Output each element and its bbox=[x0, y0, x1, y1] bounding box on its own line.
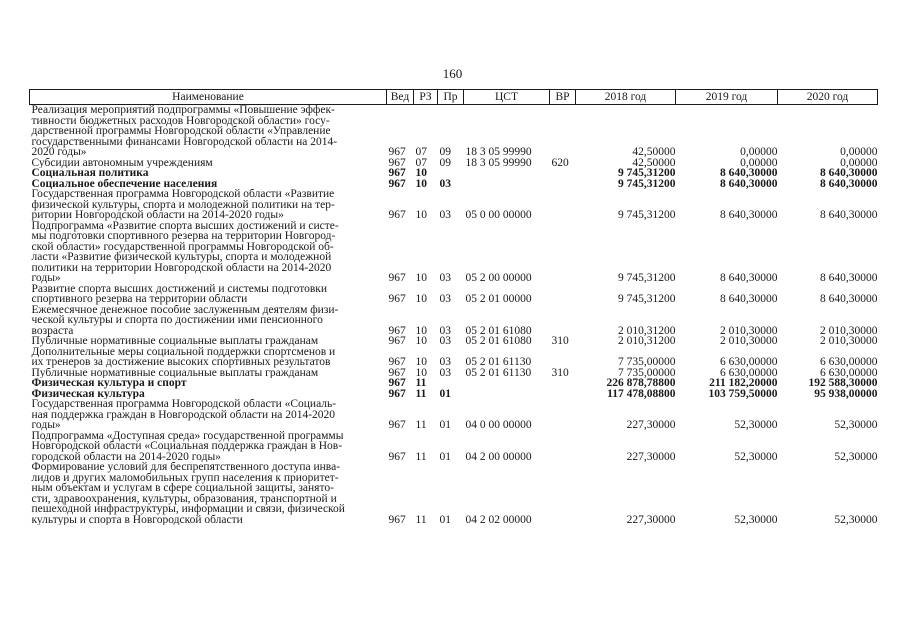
row-name bbox=[30, 179, 387, 190]
row-name bbox=[30, 168, 387, 179]
rz-cell: 10 bbox=[415, 356, 427, 368]
value-2019: 2 010,30000 bbox=[720, 324, 778, 336]
vr-cell: 310 bbox=[551, 336, 569, 347]
value-2020: 0,00000 bbox=[840, 157, 878, 168]
table-row bbox=[30, 368, 878, 379]
row-name-line: сти, здравоохранения, культуры, образования, транспортной и bbox=[31, 492, 337, 505]
value-2018: 42,50000 bbox=[632, 157, 676, 168]
header-rz: РЗ bbox=[414, 90, 438, 105]
row-name-line: ная поддержка граждан в Новгородской области на 2014-2020 bbox=[31, 408, 336, 421]
pr-cell: 01 bbox=[439, 450, 451, 462]
pr-cell: 01 bbox=[439, 419, 451, 431]
table-body bbox=[30, 105, 878, 526]
cst-cell: 05 0 00 00000 bbox=[465, 209, 532, 221]
pr-cell bbox=[438, 168, 464, 179]
rz-cell: 10 bbox=[415, 272, 427, 284]
row-name-line: Физическая культура bbox=[31, 388, 145, 399]
value-2020: 8 640,30000 bbox=[820, 293, 878, 305]
ved-cell: 967 bbox=[388, 419, 406, 431]
rz-cell: 10 bbox=[415, 293, 427, 305]
row-name bbox=[30, 105, 387, 158]
row-name-line: Новгородской области «Социальная поддержка граждан в Нов- bbox=[31, 440, 343, 452]
row-name-line: культуры и спорта в Новгородской области bbox=[31, 513, 243, 525]
ved-cell: 967 bbox=[388, 293, 406, 305]
ved-cell: 967 bbox=[388, 450, 406, 462]
value-2020: 95 938,00000 bbox=[814, 388, 878, 399]
row-name-line: лидов и других маломобильных групп населения к приоритет- bbox=[31, 471, 339, 484]
vr-cell bbox=[550, 189, 576, 221]
pr-cell: 09 bbox=[439, 146, 451, 158]
rz-cell: 10 bbox=[415, 336, 427, 347]
cst-cell: 05 2 01 61080 bbox=[465, 324, 532, 336]
row-name-line: Субсидии автономным учреждениям bbox=[31, 157, 213, 168]
value-2018: 7 735,00000 bbox=[618, 367, 676, 378]
ved-cell: 967 bbox=[388, 146, 406, 158]
ved-cell: 967 bbox=[388, 168, 406, 179]
value-2018: 227,30000 bbox=[626, 450, 676, 462]
ved-cell: 967 bbox=[388, 324, 406, 336]
row-name-line: ческой культуры и спорта по достижении ими пенсионного bbox=[31, 314, 323, 326]
rz-cell: 11 bbox=[415, 419, 427, 431]
budget-table bbox=[29, 89, 878, 525]
ved-cell: 967 bbox=[388, 356, 406, 368]
value-2018: 9 745,31200 bbox=[618, 209, 676, 221]
table-row bbox=[30, 431, 878, 463]
rz-cell: 10 bbox=[415, 209, 427, 221]
ved-cell: 967 bbox=[388, 513, 406, 525]
vr-cell bbox=[550, 105, 576, 158]
header-2019: 2019 год bbox=[676, 90, 778, 105]
value-2018: 9 745,31200 bbox=[618, 168, 676, 179]
ved-cell: 967 bbox=[388, 178, 406, 189]
rz-cell: 11 bbox=[415, 450, 427, 462]
vr-cell bbox=[550, 168, 576, 179]
value-2019: 8 640,30000 bbox=[720, 168, 778, 179]
value-2018: 227,30000 bbox=[626, 419, 676, 431]
value-2020: 6 630,00000 bbox=[820, 356, 878, 368]
row-name bbox=[30, 389, 387, 400]
ved-cell: 967 bbox=[388, 378, 406, 389]
pr-cell: 03 bbox=[439, 336, 451, 347]
row-name-line: Социальное обеспечение населения bbox=[31, 178, 218, 189]
row-name-line: дарственной программы Новгородской области «Управление bbox=[31, 125, 331, 137]
row-name bbox=[30, 336, 387, 347]
pr-cell: 09 bbox=[439, 157, 451, 168]
value-2018: 117 478,08800 bbox=[607, 388, 676, 399]
pr-cell: 03 bbox=[439, 356, 451, 368]
vr-cell bbox=[550, 431, 576, 463]
table-row bbox=[30, 158, 878, 169]
cst-cell bbox=[464, 389, 550, 400]
cst-cell: 04 0 00 00000 bbox=[465, 419, 532, 431]
cst-cell: 05 2 00 00000 bbox=[465, 272, 532, 284]
row-name-line: Дополнительные меры социальной поддержки спортсменов и bbox=[31, 346, 336, 358]
pr-cell: 03 bbox=[439, 272, 451, 284]
header-vr: ВР bbox=[550, 90, 576, 105]
row-name-line: Развитие спорта высших достижений и системы подготовки bbox=[31, 283, 327, 295]
row-name bbox=[30, 347, 387, 368]
ved-cell: 967 bbox=[388, 209, 406, 221]
table-header-row bbox=[30, 90, 878, 105]
row-name-line: ласти «Развитие физической культуры, спорта и молодежной bbox=[31, 251, 332, 263]
row-name-line: Государственная программа Новгородской области «Социаль- bbox=[31, 399, 337, 410]
row-name-line: Публичные нормативные социальные выплаты гражданам bbox=[31, 367, 319, 378]
row-name-line: годы» bbox=[31, 272, 61, 284]
value-2020: 52,30000 bbox=[834, 513, 878, 525]
row-name-line: их тренеров за достижение высоких спортивных результатов bbox=[31, 356, 331, 368]
row-name-line: спортивного резерва на территории области bbox=[31, 293, 248, 305]
cst-cell: 18 3 05 99990 bbox=[465, 157, 532, 168]
value-2020: 2 010,30000 bbox=[820, 336, 878, 347]
pr-cell: 03 bbox=[439, 293, 451, 305]
header-name: Наименование bbox=[30, 90, 387, 105]
row-name-line: городской области на 2014-2020 годы» bbox=[31, 450, 221, 462]
value-2018: 2 010,31200 bbox=[618, 324, 676, 336]
value-2018: 9 745,31200 bbox=[618, 272, 676, 284]
table-row bbox=[30, 462, 878, 525]
header-2020: 2020 год bbox=[778, 90, 878, 105]
header-ved: Вед bbox=[387, 90, 414, 105]
row-name bbox=[30, 431, 387, 463]
vr-cell bbox=[550, 378, 576, 389]
row-name-line: тивности бюджетных расходов Новгородской области» госу- bbox=[31, 114, 330, 127]
value-2020: 8 640,30000 bbox=[820, 272, 878, 284]
row-name-line: мы подготовки спортивного резерва на территории Новгород- bbox=[31, 230, 336, 242]
rz-cell: 07 bbox=[415, 146, 427, 158]
pr-cell: 03 bbox=[439, 367, 451, 378]
value-2019: 211 182,20000 bbox=[709, 378, 778, 389]
ved-cell: 967 bbox=[388, 272, 406, 284]
ved-cell: 967 bbox=[388, 388, 406, 399]
value-2019: 8 640,30000 bbox=[720, 209, 778, 221]
value-2019: 8 640,30000 bbox=[720, 272, 778, 284]
value-2018: 42,50000 bbox=[632, 146, 676, 158]
rz-cell: 10 bbox=[415, 367, 427, 378]
row-name-line: возраста bbox=[31, 324, 74, 336]
table-row bbox=[30, 221, 878, 284]
row-name-line: ритории Новгородской области на 2014-2020 годы» bbox=[31, 209, 284, 221]
vr-cell bbox=[550, 179, 576, 190]
value-2018: 226 878,78800 bbox=[606, 378, 676, 389]
vr-cell bbox=[550, 305, 576, 337]
cst-cell: 04 2 02 00000 bbox=[465, 513, 532, 525]
table-row bbox=[30, 336, 878, 347]
vr-cell: 620 bbox=[551, 157, 569, 168]
page-number: 160 bbox=[442, 66, 463, 81]
value-2020: 192 588,30000 bbox=[808, 378, 878, 389]
pr-cell: 01 bbox=[439, 388, 451, 399]
header-cst: ЦСТ bbox=[464, 90, 550, 105]
vr-cell bbox=[550, 389, 576, 400]
row-name bbox=[30, 221, 387, 284]
row-name-line: Подпрограмма «Развитие спорта высших достижений и систе- bbox=[31, 220, 339, 232]
value-2019: 8 640,30000 bbox=[720, 293, 778, 305]
value-2020: 8 640,30000 bbox=[820, 168, 878, 179]
value-2019: 0,00000 bbox=[740, 146, 778, 158]
cst-cell: 05 2 01 61130 bbox=[465, 356, 532, 368]
pr-cell: 03 bbox=[439, 209, 451, 221]
vr-cell bbox=[550, 284, 576, 305]
table-row bbox=[30, 179, 878, 190]
rz-cell: 10 bbox=[415, 178, 427, 189]
cst-cell: 05 2 01 61080 bbox=[465, 336, 532, 347]
header-pr: Пр bbox=[438, 90, 464, 105]
row-name-line: Реализация мероприятий подпрограммы «Повышение эффек- bbox=[31, 104, 335, 116]
rz-cell: 07 bbox=[415, 157, 427, 168]
cst-cell: 18 3 05 99990 bbox=[465, 146, 532, 158]
value-2019: 52,30000 bbox=[734, 513, 778, 525]
table-row bbox=[30, 399, 878, 431]
cst-cell: 05 2 01 00000 bbox=[465, 293, 532, 305]
row-name-line: 2020 годы» bbox=[31, 146, 87, 158]
row-name bbox=[30, 305, 387, 337]
pr-cell bbox=[438, 378, 464, 389]
cst-cell: 05 2 01 61130 bbox=[465, 367, 532, 378]
value-2020: 6 630,00000 bbox=[820, 367, 878, 378]
row-name bbox=[30, 378, 387, 389]
row-name bbox=[30, 368, 387, 379]
value-2019: 2 010,30000 bbox=[720, 336, 778, 347]
row-name bbox=[30, 158, 387, 169]
value-2018: 7 735,00000 bbox=[618, 356, 676, 368]
pr-cell: 01 bbox=[439, 513, 451, 525]
value-2019: 52,30000 bbox=[734, 450, 778, 462]
vr-cell bbox=[550, 221, 576, 284]
row-name-line: годы» bbox=[31, 419, 61, 431]
row-name-line: Физическая культура и спорт bbox=[31, 378, 187, 389]
row-name-line: Формирование условий для беспрепятственного доступа инва- bbox=[31, 462, 341, 473]
value-2018: 9 745,31200 bbox=[618, 178, 676, 189]
row-name-line: политики на территории Новгородской области на 2014-2020 bbox=[31, 261, 332, 274]
vr-cell bbox=[550, 347, 576, 368]
table-row bbox=[30, 189, 878, 221]
ved-cell: 967 bbox=[388, 367, 406, 378]
row-name bbox=[30, 284, 387, 305]
row-name-line: Ежемесячное денежное пособие заслуженным деятелям физи- bbox=[31, 304, 339, 316]
cst-cell bbox=[464, 179, 550, 190]
value-2018: 227,30000 bbox=[626, 513, 676, 525]
header-2018: 2018 год bbox=[576, 90, 676, 105]
rz-cell: 10 bbox=[415, 324, 427, 336]
ved-cell: 967 bbox=[388, 157, 406, 168]
row-name-line: государственными финансами Новгородской области на 2014- bbox=[31, 135, 338, 148]
value-2018: 2 010,31200 bbox=[618, 336, 676, 347]
pr-cell: 03 bbox=[439, 178, 451, 189]
value-2019: 6 630,00000 bbox=[720, 367, 778, 378]
row-name-line: ской области» государственной программы Новгородской об- bbox=[31, 240, 334, 253]
cst-cell bbox=[464, 378, 550, 389]
row-name-line: Социальная политика bbox=[31, 168, 149, 179]
rz-cell: 11 bbox=[415, 513, 427, 525]
table-row bbox=[30, 168, 878, 179]
row-name-line: пешеходной инфраструктуры, информации и связи, физической bbox=[31, 503, 345, 515]
ved-cell: 967 bbox=[388, 336, 406, 347]
value-2019: 103 759,50000 bbox=[708, 388, 778, 399]
row-name-line: ным объектам и услугам в сфере социальной защиты, занято- bbox=[31, 482, 334, 494]
table-row bbox=[30, 389, 878, 400]
row-name-line: Государственная программа Новгородской области «Развитие bbox=[31, 189, 335, 200]
value-2020: 0,00000 bbox=[840, 146, 878, 158]
row-name-line: Публичные нормативные социальные выплаты гражданам bbox=[31, 336, 319, 347]
value-2019: 6 630,00000 bbox=[720, 356, 778, 368]
table-row bbox=[30, 378, 878, 389]
value-2019: 8 640,30000 bbox=[720, 178, 778, 189]
row-name-line: Подпрограмма «Доступная среда» государственной программы bbox=[31, 430, 344, 442]
value-2020: 52,30000 bbox=[834, 450, 878, 462]
value-2019: 52,30000 bbox=[734, 419, 778, 431]
cst-cell bbox=[464, 168, 550, 179]
vr-cell bbox=[550, 399, 576, 431]
value-2018: 9 745,31200 bbox=[618, 293, 676, 305]
row-name bbox=[30, 462, 387, 525]
table-row bbox=[30, 284, 878, 305]
pr-cell: 03 bbox=[439, 324, 451, 336]
rz-cell: 11 bbox=[415, 378, 427, 389]
vr-cell: 310 bbox=[551, 367, 569, 378]
row-name bbox=[30, 189, 387, 221]
cst-cell: 04 2 00 00000 bbox=[465, 450, 532, 462]
value-2020: 8 640,30000 bbox=[820, 209, 878, 221]
table-row bbox=[30, 305, 878, 337]
value-2020: 8 640,30000 bbox=[820, 178, 878, 189]
rz-cell: 11 bbox=[415, 388, 427, 399]
table-row bbox=[30, 105, 878, 158]
vr-cell bbox=[550, 462, 576, 525]
value-2020: 2 010,30000 bbox=[820, 324, 878, 336]
row-name-line: физической культуры, спорта и молодежной политики на тер- bbox=[31, 198, 335, 211]
value-2020: 52,30000 bbox=[834, 419, 878, 431]
row-name bbox=[30, 399, 387, 431]
table-row bbox=[30, 347, 878, 368]
rz-cell: 10 bbox=[415, 168, 427, 179]
value-2019: 0,00000 bbox=[740, 157, 778, 168]
